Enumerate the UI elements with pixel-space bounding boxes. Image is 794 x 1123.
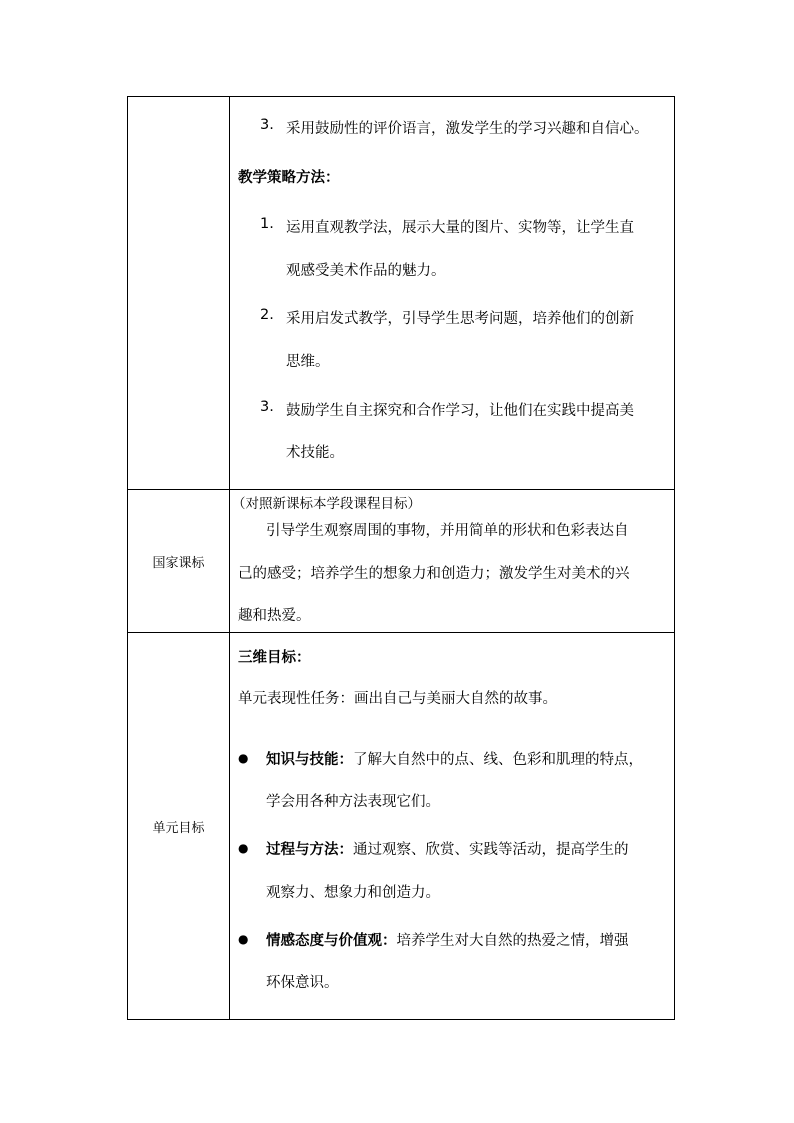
process-method-line1 bbox=[266, 838, 629, 859]
process-method-line2: 观察力、想象力和创造力。 bbox=[266, 885, 440, 901]
strategy-item-1-line1: 运用直观教学法，展示大量的图片、实物等，让学生直 bbox=[286, 220, 634, 236]
strategy-item-2-number: 2. bbox=[260, 307, 274, 323]
three-dimension-heading: 三维目标： bbox=[238, 650, 311, 666]
national-standard-cell bbox=[230, 490, 675, 633]
national-standard-label: 国家课标 bbox=[128, 490, 230, 633]
strategy-row bbox=[128, 97, 675, 490]
strategy-row-label bbox=[128, 97, 230, 490]
process-method-text: 通过观察、欣赏、实践等活动，提高学生的 bbox=[353, 842, 629, 858]
strategy-item-3-number: 3. bbox=[260, 399, 274, 415]
emotion-values-term: 情感态度与价值观： bbox=[266, 933, 397, 949]
strategy-cell bbox=[230, 97, 675, 490]
strategy-item-2-line1: 采用启发式教学，引导学生思考问题，培养他们的创新 bbox=[286, 311, 634, 327]
lesson-plan-table bbox=[127, 96, 675, 1020]
strategy-item-3-line2: 术技能。 bbox=[286, 445, 344, 461]
standard-line-2: 己的感受；培养学生的想象力和创造力；激发学生对美术的兴 bbox=[238, 566, 630, 582]
strategy-item-2-line2: 思维。 bbox=[286, 354, 330, 370]
national-standard-row bbox=[128, 490, 675, 633]
emotion-values-line2: 环保意识。 bbox=[266, 975, 339, 991]
standard-note: （对照新课标本学段课程目标） bbox=[232, 496, 421, 512]
knowledge-skills-text: 了解大自然中的点、线、色彩和肌理的特点， bbox=[353, 752, 643, 768]
strategy-item-1-line2: 观感受美术作品的魅力。 bbox=[286, 263, 446, 279]
strategy-item-3-line1: 鼓励学生自主探究和合作学习，让他们在实践中提高美 bbox=[286, 403, 634, 419]
bullet-dot-icon: ● bbox=[238, 841, 249, 855]
unit-task: 单元表现性任务：画出自己与美丽大自然的故事。 bbox=[238, 691, 557, 707]
bullet-dot-icon: ● bbox=[238, 932, 249, 946]
unit-goal-row bbox=[128, 633, 675, 1020]
intro-item-number: 3. bbox=[260, 117, 274, 133]
intro-item-text: 采用鼓励性的评价语言，激发学生的学习兴趣和自信心。 bbox=[286, 121, 649, 137]
emotion-values-text: 培养学生对大自然的热爱之情，增强 bbox=[396, 933, 629, 949]
emotion-values-line1 bbox=[266, 929, 629, 950]
strategy-item-1-number: 1. bbox=[260, 216, 274, 232]
standard-line-1: 引导学生观察周围的事物，并用简单的形状和色彩表达自 bbox=[266, 523, 629, 539]
bullet-dot-icon: ● bbox=[238, 751, 249, 765]
knowledge-skills-line1 bbox=[266, 748, 643, 769]
knowledge-skills-line2: 学会用各种方法表现它们。 bbox=[266, 794, 440, 810]
knowledge-skills-term: 知识与技能： bbox=[266, 752, 353, 768]
strategy-heading: 教学策略方法： bbox=[238, 170, 340, 186]
unit-goal-label: 单元目标 bbox=[128, 633, 230, 1020]
process-method-term: 过程与方法： bbox=[266, 842, 353, 858]
unit-goal-cell bbox=[230, 633, 675, 1020]
standard-line-3: 趣和热爱。 bbox=[238, 608, 311, 624]
